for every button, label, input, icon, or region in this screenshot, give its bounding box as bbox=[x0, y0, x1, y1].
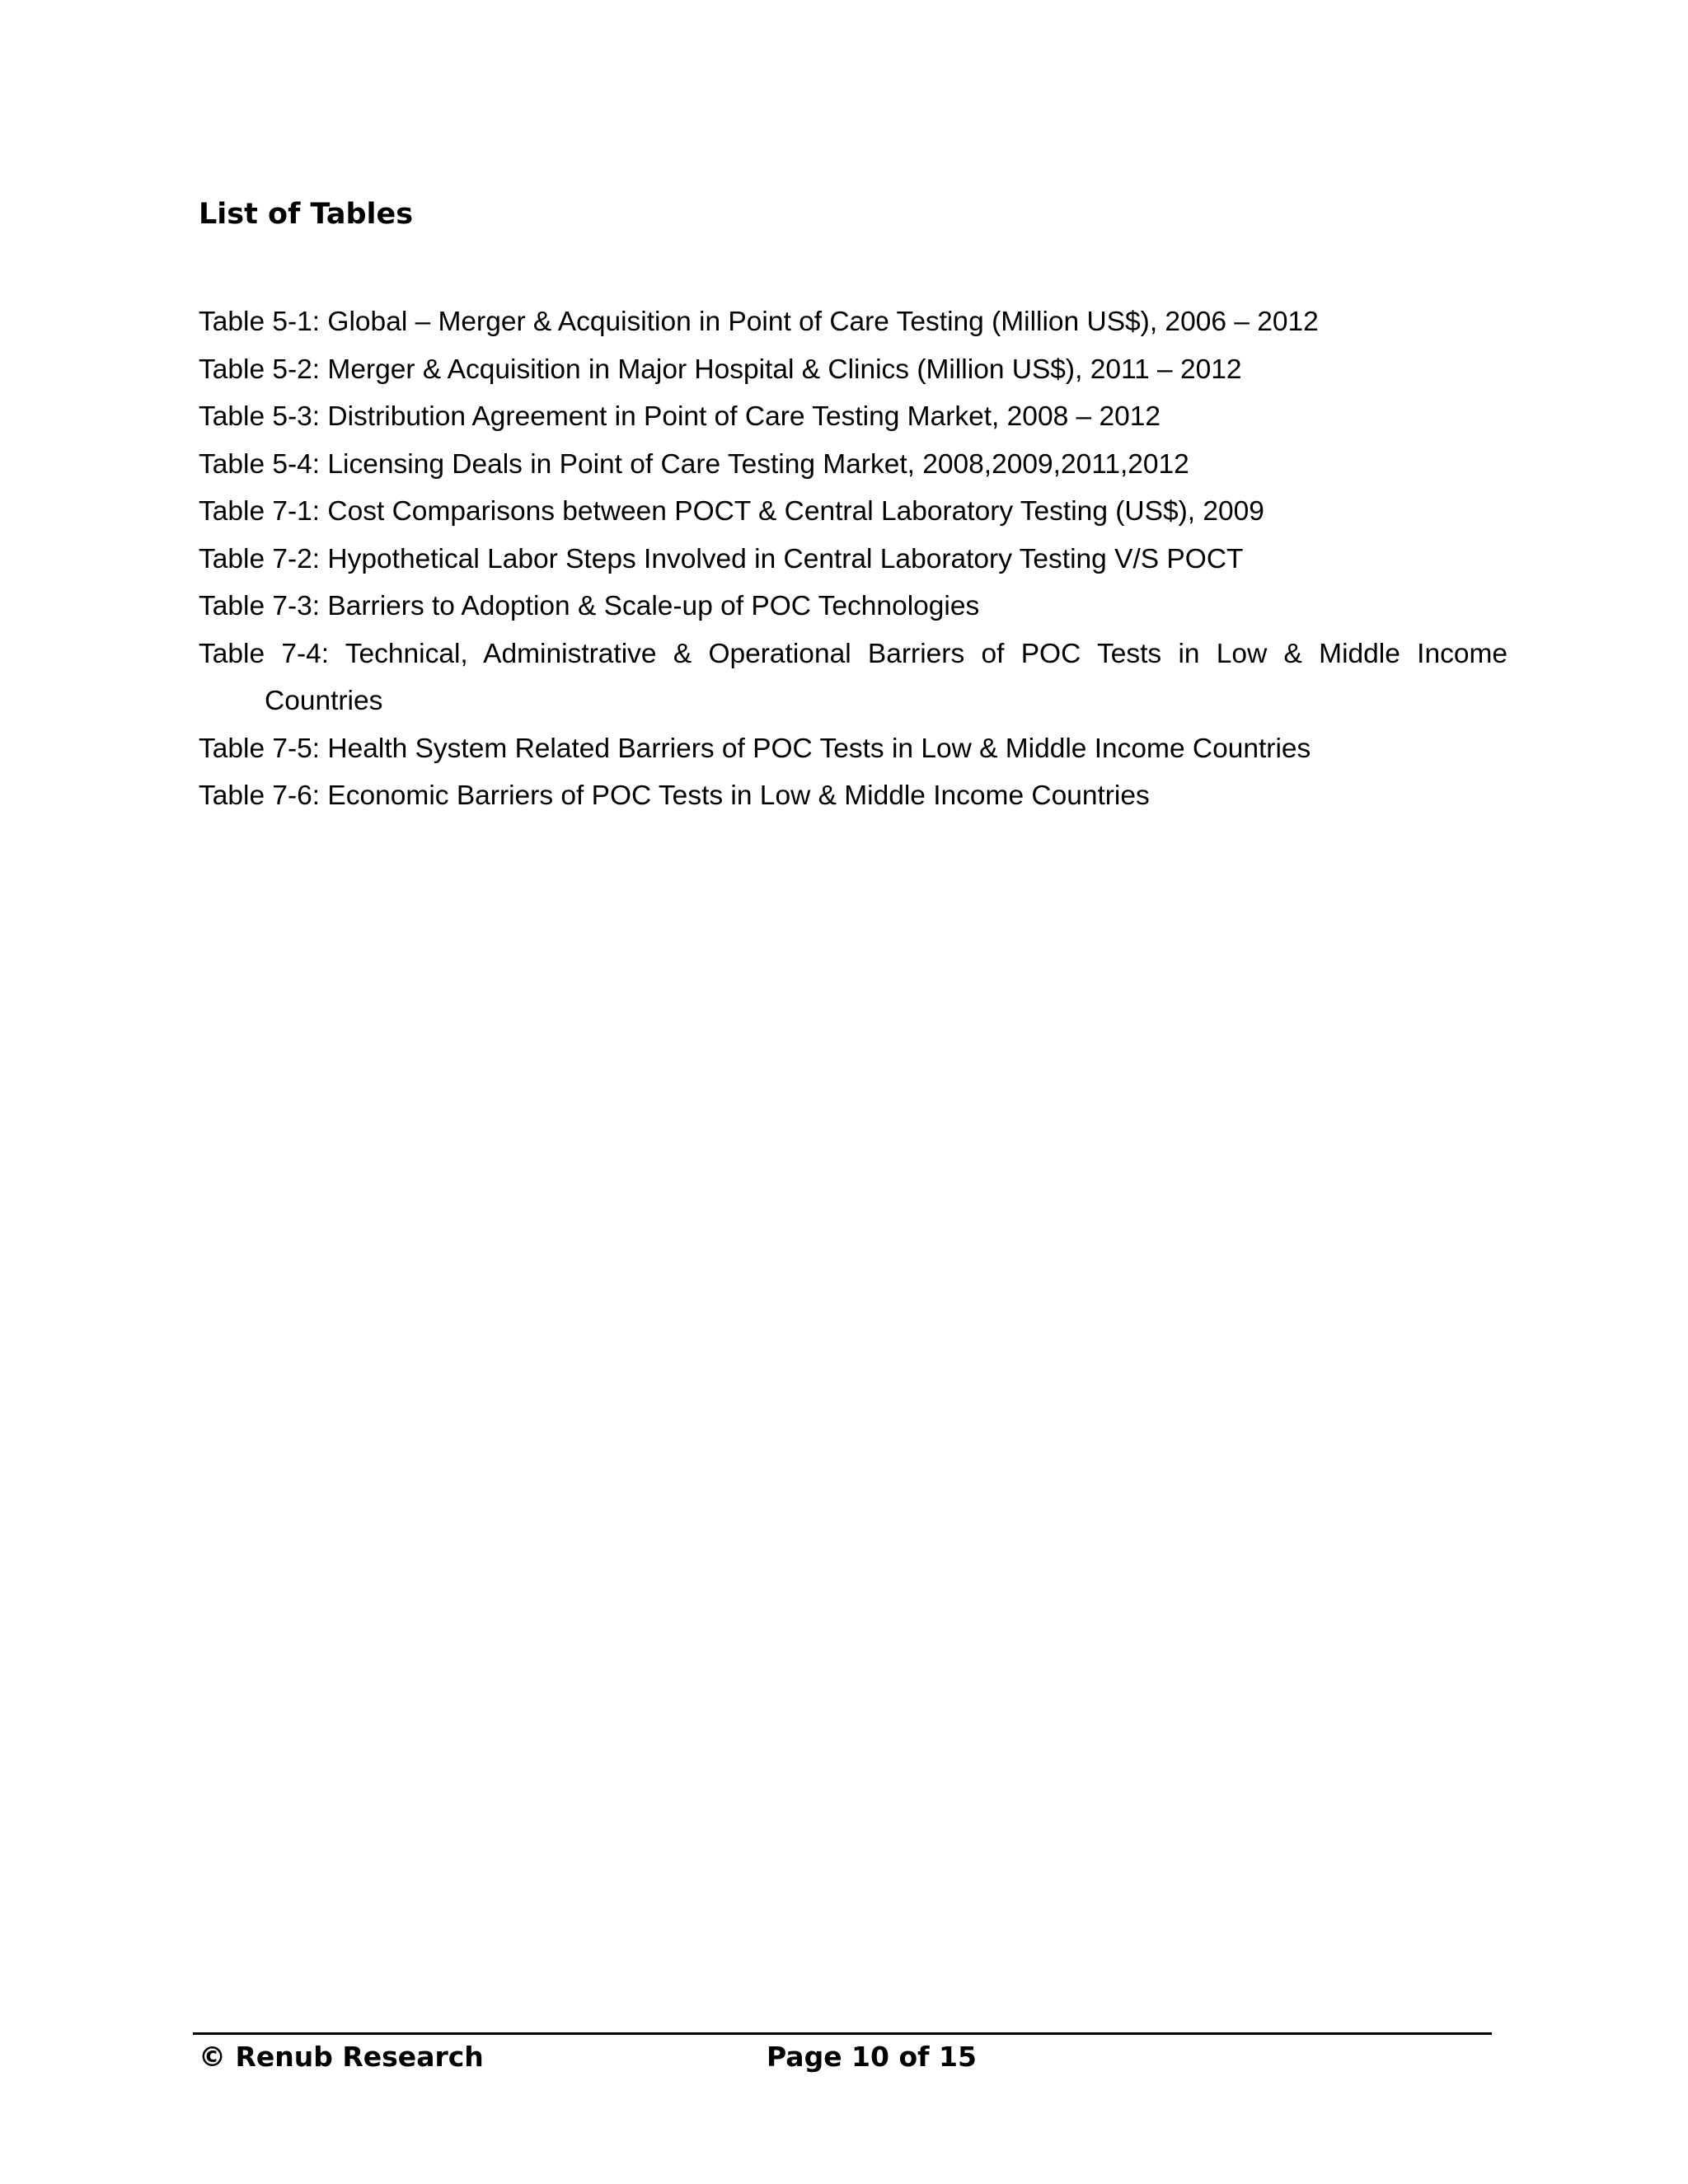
list-item: Table 5-4: Licensing Deals in Point of Care Testing Market, 2008,2009,2011,2012 bbox=[199, 448, 1189, 480]
footer-divider bbox=[193, 2032, 1492, 2035]
list-of-tables-heading: List of Tables bbox=[199, 198, 414, 231]
list-item-continuation: Countries bbox=[265, 686, 383, 716]
list-item: Table 7-2: Hypothetical Labor Steps Involved in Central Laboratory Testing V/S POCT bbox=[199, 543, 1244, 574]
table-list bbox=[199, 298, 1507, 820]
list-item: Table 5-1: Global – Merger & Acquisition in Point of Care Testing (Million US$), 2006 – 2012 bbox=[199, 307, 1319, 337]
list-item: Table 5-3: Distribution Agreement in Point of Care Testing Market, 2008 – 2012 bbox=[199, 401, 1160, 432]
list-item: Table 7-5: Health System Related Barriers of POC Tests in Low & Middle Income Countries bbox=[199, 733, 1311, 764]
footer-copyright: © Renub Research bbox=[199, 2041, 484, 2073]
footer-page-number: Page 10 of 15 bbox=[767, 2041, 977, 2073]
list-item: Table 5-2: Merger & Acquisition in Major Hospital & Clinics (Million US$), 2011 – 2012 bbox=[199, 354, 1242, 385]
list-item: Table 7-1: Cost Comparisons between POCT & Central Laboratory Testing (US$), 2009 bbox=[199, 496, 1264, 527]
list-item: Table 7-4: Technical, Administrative & Operational Barriers of POC Tests in Low & Middle Income bbox=[199, 638, 1507, 669]
list-item: Table 7-3: Barriers to Adoption & Scale-up of POC Technologies bbox=[199, 591, 980, 621]
list-item: Table 7-6: Economic Barriers of POC Tests in Low & Middle Income Countries bbox=[199, 780, 1150, 811]
